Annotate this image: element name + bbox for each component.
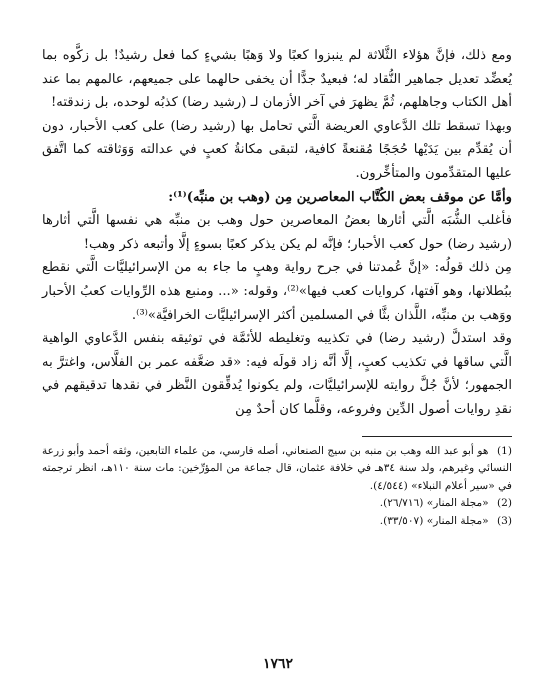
body-text [42,44,512,422]
section-heading: وأمَّا عن موقف بعض الكُتَّاب المعاصرين مِن (وهب بن منبِّه)⁽¹⁾: [168,189,512,205]
footnote-separator [362,436,512,437]
paragraph: وقد استدلَّ (رشيد رضا) في تكذيبه وتغليطه للأئمَّة في توثيقه بنفس الدَّعاوي الواهية الَّتي ساقها في تكذيب كعبٍ، إلَّا أنَّه زاد قولَه فيه: «قد ضعَّفه عمر بن الفلَّاس، واغترَّ به الجمهور؛ لأنَّ جُلَّ روايته للإسرائيليَّات، ولم يكونوا يُدقِّقون النَّظر في نقدها تدقيقهم في نقدِ روايات أصول الدِّين وفروعه، وقلَّما كان أحدٌ مِن [42,331,512,417]
footnote-number: (1) [496,444,512,457]
footnote-text: «مجلة المنار» (٣٣/٥٠٧). [379,514,489,527]
paragraph: ومع ذلك، فإنَّ هؤلاء الثَّلاثة لم ينبزوا كعبًا ولا وَهبًا بشيءٍ كما فعل رشيدٌ! بل زكَّوه بما يُعضِّد تعديل جماهير النُّقاد له؛ فبعيدٌ جدًّا أن يخفى حالهما على جميعهم، عالمهم بما عند أهل الكتاب وجاهلهم، ثُمَّ يظهرَ في آخر الأزمان لـ (رشيد رضا) كذبُه لوحده، بل زندقته! [42,48,512,111]
paragraph: فأغلب الشُّبَه الَّتي أثارها بعضُ المعاصرين حول وهب بن منبِّه هي نفسها الَّتي أثارها (رشيد رضا) حول كعب الأحبار؛ فإنَّه لم يكن يذكر كعبًا بسوءٍ إلَّا وأتبعه ذكر وهب! [42,213,512,252]
footnote [42,443,512,496]
footnote-number: (2) [496,497,512,509]
footnote [42,495,512,513]
footnote-text: هو أبو عبد الله وهب بن منبه بن سيج الصنعاني، أصله فارسي، من علماء التابعين، وثقه أحمد وأبو زرعة النسائي وغيرهم، ولد سنة ٣٤هـ في خلافة عثمان، قال جماعة من المؤرِّخين: مات سنة ١١٠هـ، انظر ترجمته في «سير أعلام النبلاء» (٤/٥٤٤). [42,444,512,492]
paragraph: مِن ذلك قولُه: «إنَّ عُمدتنا في جرح رواية وهبٍ ما جاء به من الإسرائيليَّات الَّتي نقطع ببُطلانها، وهو آفتها، كروايات كعب فيها»⁽²⁾، وقوله: «... ومنبع هذه الرِّوايات كعبُ الأحبار ووَهب بن منبِّه، اللَّذان بثَّا في المسلمين أكثر الإسرائيليَّات الخرافيَّة»⁽³⁾. [42,260,512,323]
footnote-text: «مجلة المنار» (٢٦/٧١٦). [379,497,489,509]
footnote [42,513,512,531]
page-number: ١٧٦٢ [262,656,294,672]
footnotes [42,443,512,531]
footnote-number: (3) [496,514,512,527]
paragraph: وبهذا تسقط تلك الدَّعاوي العريضة الَّتي تحامل بها (رشيد رضا) على كعب الأحبار، دون أن يُقدِّم بين يَدَيْها حُجَجًا مُقنعةً كافية، لتبقى مكانةُ كعبٍ في عدالته وَوَثاقته كما اتَّفق عليها المتقدِّمون والمتأخِّرون. [42,118,512,181]
